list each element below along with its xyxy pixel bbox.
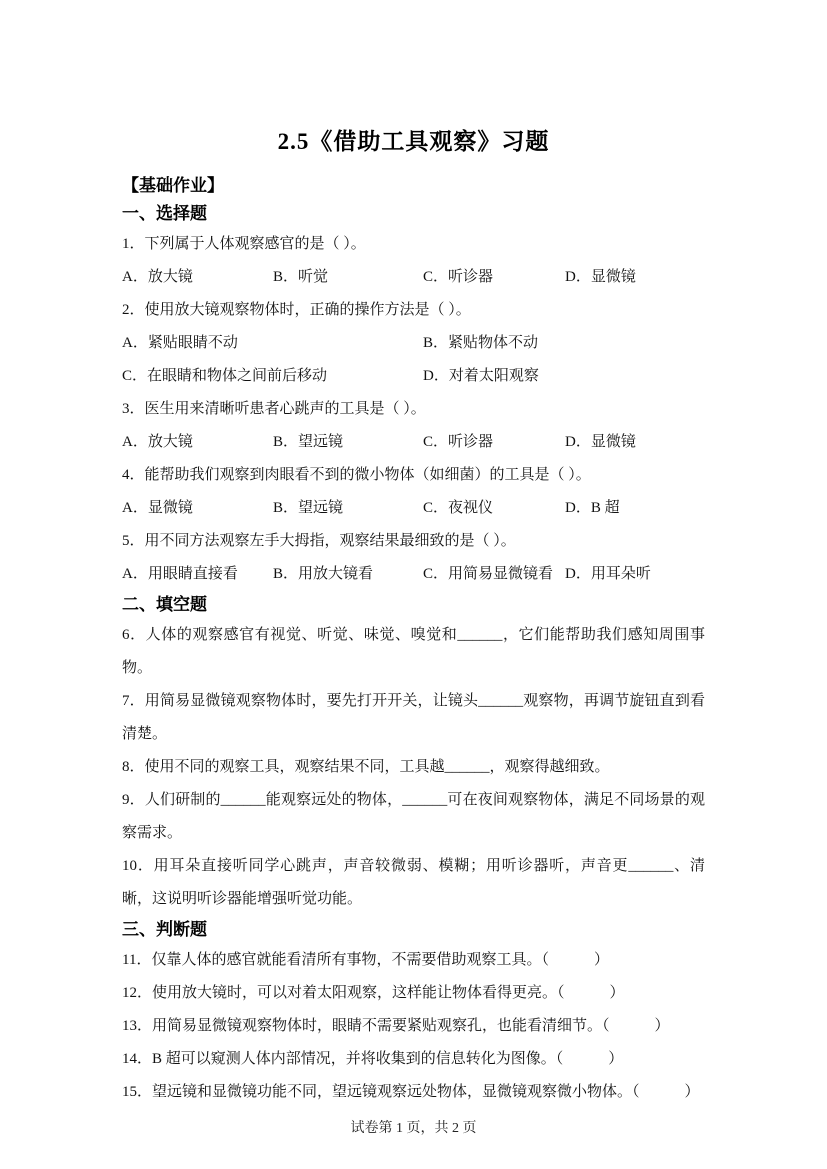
- question-9-text: 9．人们研制的______能观察远处的物体，______可在夜间观察物体，满足不同场景的观察需求。: [122, 792, 705, 841]
- option-1b: B．听觉: [273, 269, 329, 285]
- page-title: 2.5《借助工具观察》习题: [277, 129, 550, 154]
- option-2d: D．对着太阳观察: [423, 368, 539, 384]
- question-4-text: 4．能帮助我们观察到肉眼看不到的微小物体（如细菌）的工具是（ ）。: [122, 467, 591, 483]
- question-15-text: 15．望远镜和显微镜功能不同，望远镜观察远处物体，显微镜观察微小物体。（ ）: [122, 1084, 700, 1100]
- option-3a: A．放大镜: [122, 434, 193, 450]
- question-2-options-row1: [122, 327, 705, 360]
- option-2b: B．紧贴物体不动: [423, 335, 539, 351]
- option-2c: C．在眼睛和物体之间前后移动: [122, 368, 328, 384]
- question-12-text: 12．使用放大镜时，可以对着太阳观察，这样能让物体看得更亮。（ ）: [122, 985, 625, 1001]
- section-heading-judge: 三、判断题: [122, 920, 207, 939]
- question-1-options: [122, 261, 705, 294]
- question-13-text: 13．用简易显微镜观察物体时，眼睛不需要紧贴观察孔，也能看清细节。（ ）: [122, 1018, 670, 1034]
- homework-label: 【基础作业】: [122, 176, 224, 195]
- option-4a: A．显微镜: [122, 500, 193, 516]
- section-heading-choice: 一、选择题: [122, 204, 207, 223]
- option-3d: D．显微镜: [565, 434, 636, 450]
- option-1c: C．听诊器: [423, 269, 494, 285]
- option-4c: C．夜视仪: [423, 500, 494, 516]
- option-5a: A．用眼睛直接看: [122, 566, 238, 582]
- option-1a: A．放大镜: [122, 269, 193, 285]
- question-2-options-row2: [122, 360, 705, 393]
- section-heading-fill: 二、填空题: [122, 595, 207, 614]
- page-footer: 试卷第 1 页，共 2 页: [350, 1121, 477, 1136]
- option-5c: C．用简易显微镜看: [423, 566, 554, 582]
- question-7-text: 7．用简易显微镜观察物体时，要先打开开关，让镜头______观察物，再调节旋钮直到看清楚。: [122, 693, 705, 742]
- option-5d: D．用耳朵听: [565, 566, 651, 582]
- option-1d: D．显微镜: [565, 269, 636, 285]
- question-5-options: [122, 558, 705, 591]
- question-10-text: 10．用耳朵直接听同学心跳声，声音较微弱、模糊；用听诊器听，声音更______、清晰，这说明听诊器能增强听觉功能。: [122, 858, 705, 907]
- question-3-options: [122, 426, 705, 459]
- question-1-text: 1．下列属于人体观察感官的是（ ）。: [122, 236, 366, 252]
- question-11-text: 11．仅靠人体的感官就能看清所有事物，不需要借助观察工具。（ ）: [122, 952, 609, 968]
- question-8-text: 8．使用不同的观察工具，观察结果不同，工具越______，观察得越细致。: [122, 759, 610, 775]
- question-6-text: 6．人体的观察感官有视觉、听觉、味觉、嗅觉和______，它们能帮助我们感知周围事物。: [122, 627, 705, 676]
- option-3b: B．望远镜: [273, 434, 344, 450]
- question-14-text: 14．B 超可以窥测人体内部情况，并将收集到的信息转化为图像。（ ）: [122, 1051, 624, 1067]
- option-3c: C．听诊器: [423, 434, 494, 450]
- option-2a: A．紧贴眼睛不动: [122, 335, 238, 351]
- option-5b: B．用放大镜看: [273, 566, 374, 582]
- option-4b: B．望远镜: [273, 500, 344, 516]
- question-4-options: [122, 492, 705, 525]
- question-5-text: 5．用不同方法观察左手大拇指，观察结果最细致的是（ ）。: [122, 533, 516, 549]
- option-4d: D．B 超: [565, 500, 620, 516]
- question-3-text: 3．医生用来清晰听患者心跳声的工具是（ ）。: [122, 401, 426, 417]
- question-2-text: 2．使用放大镜观察物体时，正确的操作方法是（ ）。: [122, 302, 471, 318]
